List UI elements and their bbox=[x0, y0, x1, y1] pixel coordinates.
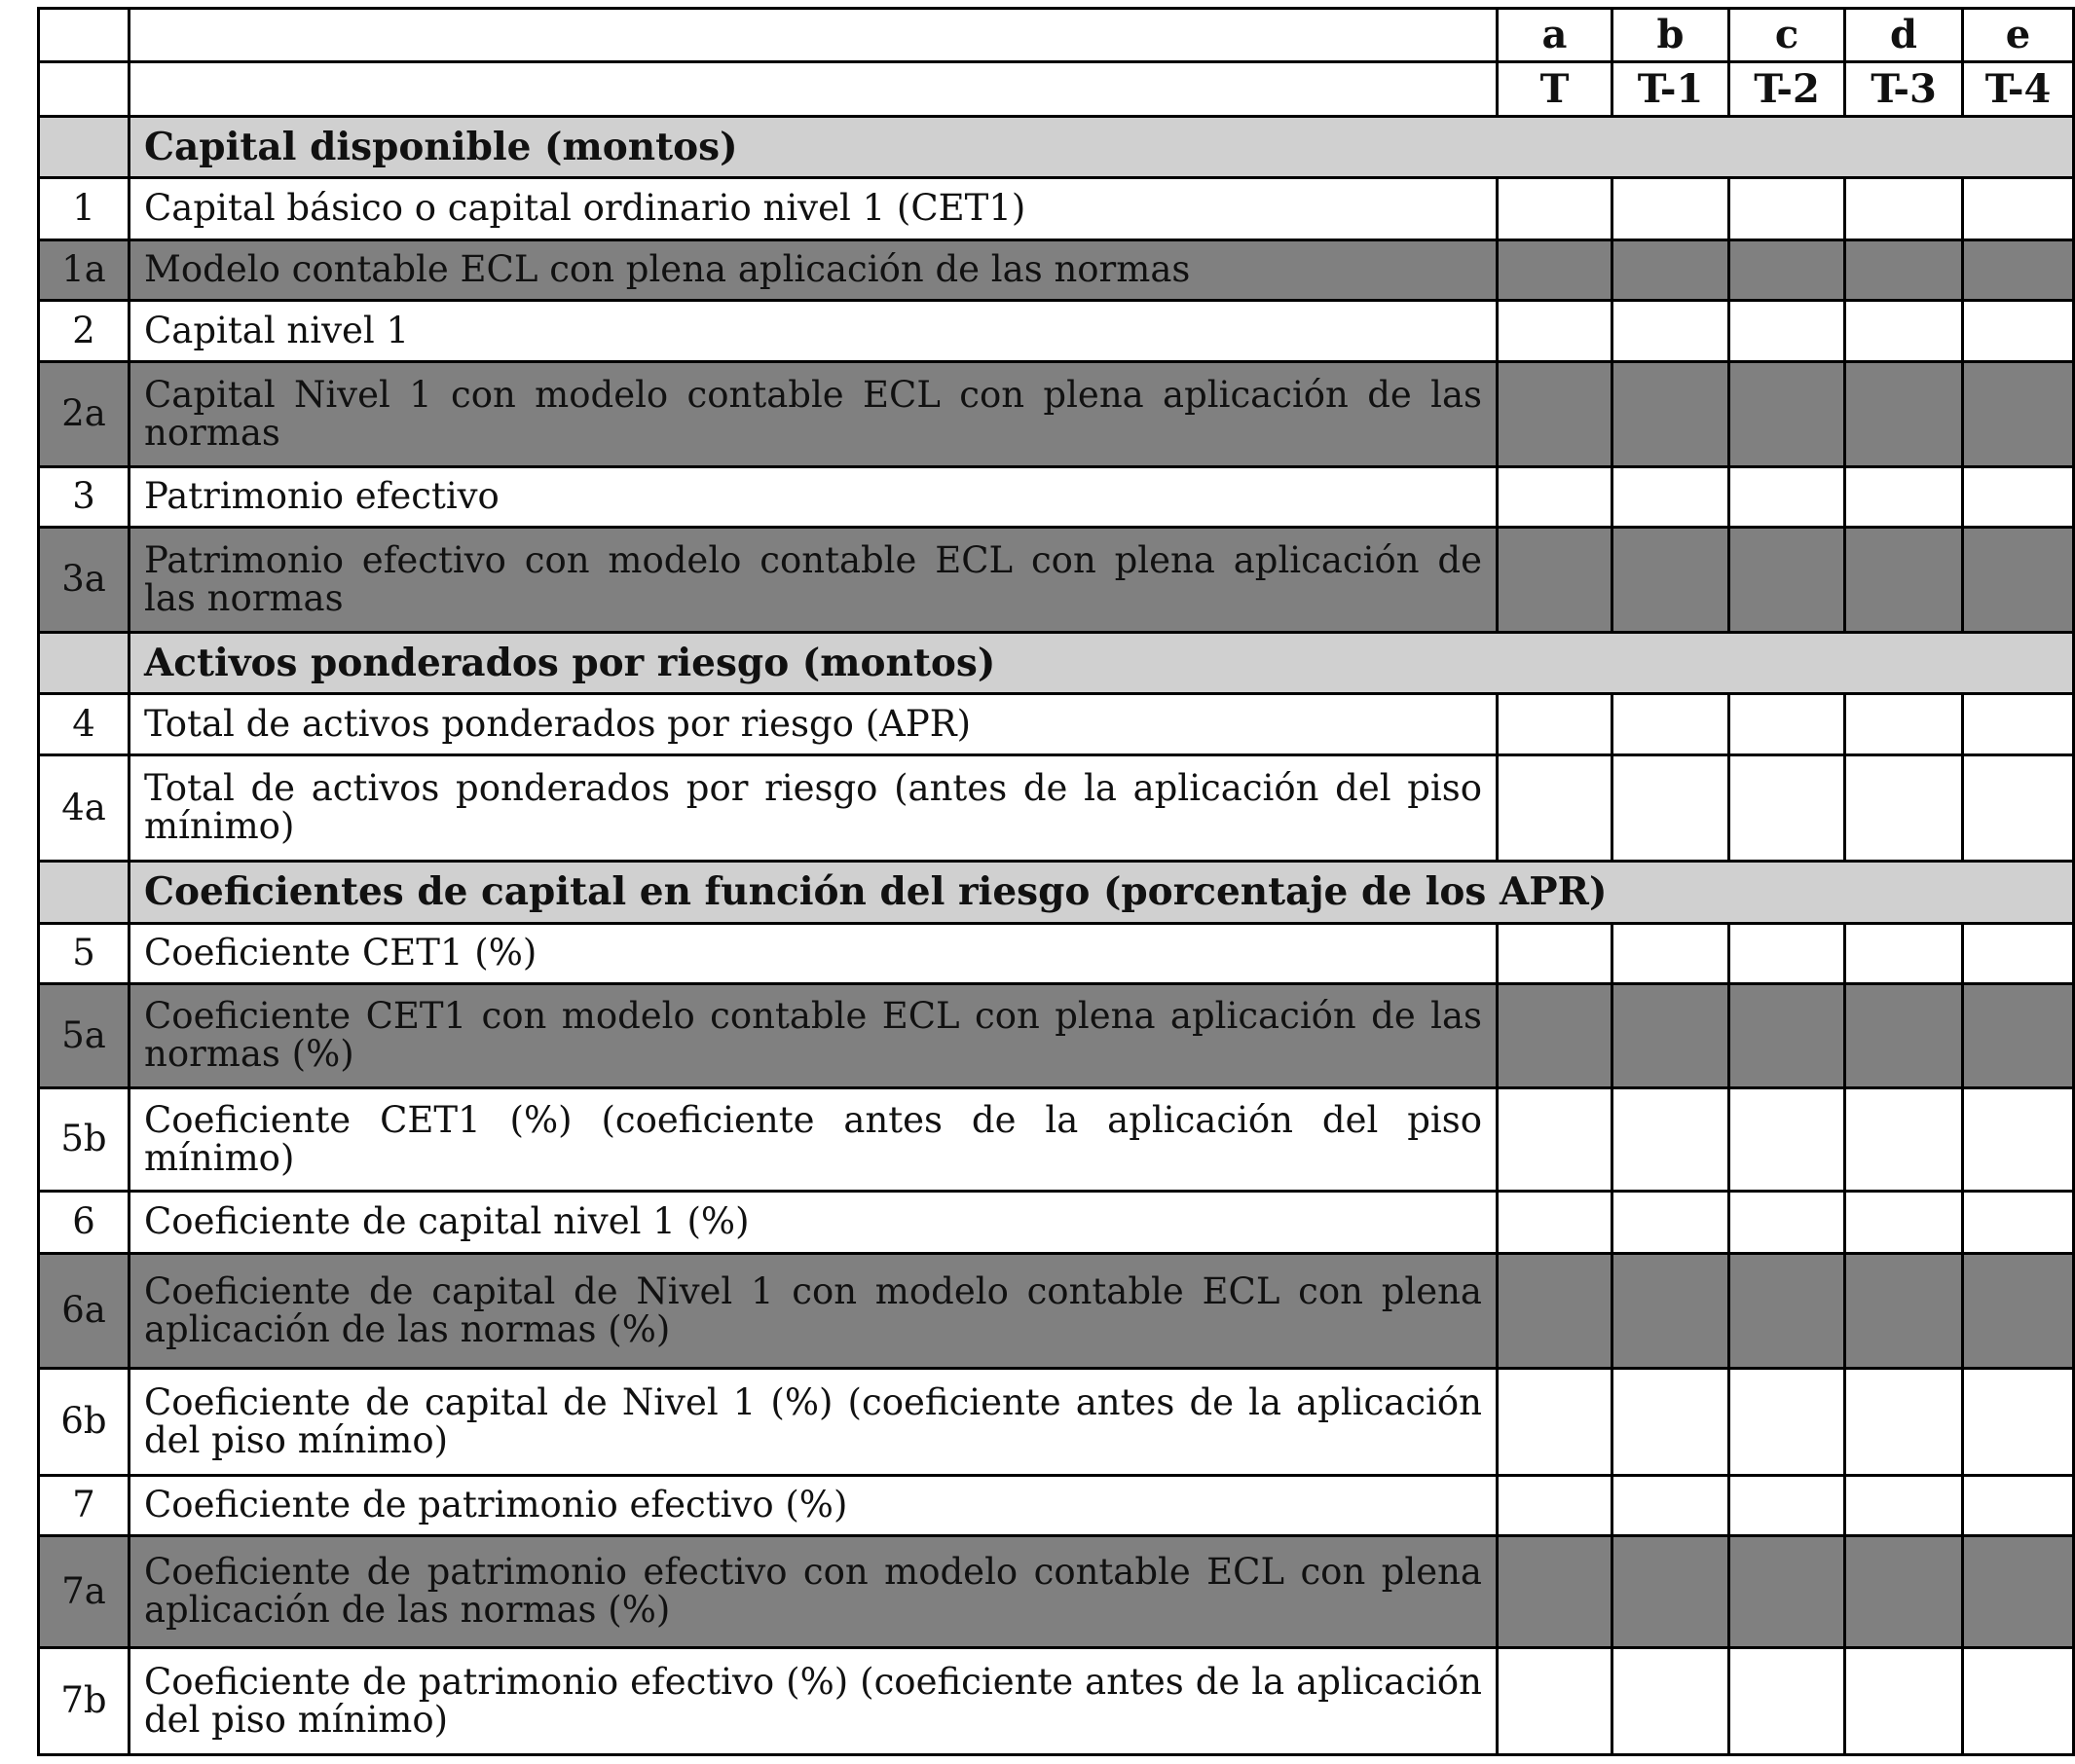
value-cell-d[interactable] bbox=[1845, 467, 1963, 528]
row-label: Total de activos ponderados por riesgo (APR) bbox=[130, 694, 1498, 755]
value-cell-d bbox=[1845, 984, 1963, 1088]
value-cell-e[interactable] bbox=[1963, 924, 2074, 984]
value-cell-e[interactable] bbox=[1963, 467, 2074, 528]
column-header-letters: b bbox=[1612, 9, 1729, 62]
value-cell-c[interactable] bbox=[1729, 178, 1845, 240]
table-row bbox=[39, 1088, 2074, 1192]
value-cell-b[interactable] bbox=[1612, 924, 1729, 984]
column-header-periods: T-2 bbox=[1729, 62, 1845, 117]
value-cell-c[interactable] bbox=[1729, 1369, 1845, 1476]
value-cell-c[interactable] bbox=[1729, 924, 1845, 984]
value-cell-d[interactable] bbox=[1845, 301, 1963, 362]
value-cell-d[interactable] bbox=[1845, 755, 1963, 862]
row-number: 1a bbox=[39, 240, 130, 301]
value-cell-c[interactable] bbox=[1729, 694, 1845, 755]
value-cell-b[interactable] bbox=[1612, 1369, 1729, 1476]
value-cell-b bbox=[1612, 362, 1729, 467]
value-cell-c[interactable] bbox=[1729, 301, 1845, 362]
value-cell-d bbox=[1845, 1254, 1963, 1369]
row-number: 7b bbox=[39, 1648, 130, 1755]
value-cell-b[interactable] bbox=[1612, 694, 1729, 755]
header-row-letters bbox=[39, 9, 2074, 62]
table-row bbox=[39, 1648, 2074, 1755]
value-cell-b bbox=[1612, 984, 1729, 1088]
row-number: 4 bbox=[39, 694, 130, 755]
value-cell-d[interactable] bbox=[1845, 1476, 1963, 1536]
header-empty-num bbox=[39, 62, 130, 117]
column-header-periods: T bbox=[1498, 62, 1612, 117]
table-body bbox=[39, 9, 2074, 1755]
table-row bbox=[39, 467, 2074, 528]
value-cell-e[interactable] bbox=[1963, 1088, 2074, 1192]
section-title: Activos ponderados por riesgo (montos) bbox=[130, 633, 2074, 694]
row-number: 7a bbox=[39, 1536, 130, 1648]
value-cell-e bbox=[1963, 240, 2074, 301]
row-label: Coeficiente CET1 (%) bbox=[130, 924, 1498, 984]
value-cell-b[interactable] bbox=[1612, 1192, 1729, 1254]
value-cell-a[interactable] bbox=[1498, 467, 1612, 528]
table-row bbox=[39, 178, 2074, 240]
table-row bbox=[39, 1192, 2074, 1254]
value-cell-e[interactable] bbox=[1963, 1648, 2074, 1755]
value-cell-b bbox=[1612, 1536, 1729, 1648]
capital-ratios-table bbox=[37, 7, 2075, 1756]
row-label: Coeficiente de patrimonio efectivo (%) (coeficiente antes de la aplicación del piso mínimo) bbox=[130, 1648, 1498, 1755]
table-row bbox=[39, 528, 2074, 633]
value-cell-d[interactable] bbox=[1845, 1088, 1963, 1192]
row-label: Capital nivel 1 bbox=[130, 301, 1498, 362]
value-cell-d[interactable] bbox=[1845, 1192, 1963, 1254]
section-header-row bbox=[39, 117, 2074, 178]
header-empty-label bbox=[130, 62, 1498, 117]
value-cell-c[interactable] bbox=[1729, 1648, 1845, 1755]
value-cell-d bbox=[1845, 1536, 1963, 1648]
value-cell-a[interactable] bbox=[1498, 924, 1612, 984]
column-header-letters: a bbox=[1498, 9, 1612, 62]
row-number bbox=[39, 862, 130, 924]
value-cell-e[interactable] bbox=[1963, 178, 2074, 240]
value-cell-c[interactable] bbox=[1729, 1192, 1845, 1254]
column-header-letters: c bbox=[1729, 9, 1845, 62]
row-number: 3a bbox=[39, 528, 130, 633]
value-cell-a[interactable] bbox=[1498, 1192, 1612, 1254]
column-header-letters: d bbox=[1845, 9, 1963, 62]
value-cell-c[interactable] bbox=[1729, 1088, 1845, 1192]
section-header-row bbox=[39, 633, 2074, 694]
value-cell-a[interactable] bbox=[1498, 694, 1612, 755]
row-number: 5a bbox=[39, 984, 130, 1088]
value-cell-b[interactable] bbox=[1612, 1088, 1729, 1192]
value-cell-b[interactable] bbox=[1612, 1648, 1729, 1755]
value-cell-e[interactable] bbox=[1963, 1369, 2074, 1476]
value-cell-d bbox=[1845, 528, 1963, 633]
row-label: Patrimonio efectivo bbox=[130, 467, 1498, 528]
value-cell-a bbox=[1498, 528, 1612, 633]
value-cell-e bbox=[1963, 1254, 2074, 1369]
value-cell-d[interactable] bbox=[1845, 1648, 1963, 1755]
value-cell-c bbox=[1729, 528, 1845, 633]
table-row bbox=[39, 301, 2074, 362]
table-row bbox=[39, 1369, 2074, 1476]
table-row bbox=[39, 1476, 2074, 1536]
row-label: Total de activos ponderados por riesgo (antes de la aplicación del piso mínimo) bbox=[130, 755, 1498, 862]
table-row bbox=[39, 240, 2074, 301]
value-cell-d bbox=[1845, 240, 1963, 301]
table-row bbox=[39, 1536, 2074, 1648]
row-number bbox=[39, 633, 130, 694]
row-number: 4a bbox=[39, 755, 130, 862]
row-label: Coeficiente CET1 con modelo contable ECL con plena aplicación de las normas (%) bbox=[130, 984, 1498, 1088]
value-cell-d[interactable] bbox=[1845, 1369, 1963, 1476]
value-cell-c[interactable] bbox=[1729, 1476, 1845, 1536]
value-cell-d[interactable] bbox=[1845, 924, 1963, 984]
section-header-row bbox=[39, 862, 2074, 924]
column-header-periods: T-4 bbox=[1963, 62, 2074, 117]
value-cell-e[interactable] bbox=[1963, 301, 2074, 362]
value-cell-a[interactable] bbox=[1498, 755, 1612, 862]
value-cell-b[interactable] bbox=[1612, 1476, 1729, 1536]
row-label: Coeficiente de patrimonio efectivo con modelo contable ECL con plena aplicación de las normas (%) bbox=[130, 1536, 1498, 1648]
column-header-periods: T-1 bbox=[1612, 62, 1729, 117]
value-cell-a bbox=[1498, 1536, 1612, 1648]
row-label: Coeficiente de patrimonio efectivo (%) bbox=[130, 1476, 1498, 1536]
row-label: Modelo contable ECL con plena aplicación de las normas bbox=[130, 240, 1498, 301]
table-row bbox=[39, 1254, 2074, 1369]
row-number: 6b bbox=[39, 1369, 130, 1476]
value-cell-d bbox=[1845, 362, 1963, 467]
row-label: Coeficiente de capital nivel 1 (%) bbox=[130, 1192, 1498, 1254]
row-label: Coeficiente CET1 (%) (coeficiente antes de la aplicación del piso mínimo) bbox=[130, 1088, 1498, 1192]
value-cell-d[interactable] bbox=[1845, 694, 1963, 755]
value-cell-a bbox=[1498, 240, 1612, 301]
value-cell-e[interactable] bbox=[1963, 755, 2074, 862]
value-cell-c[interactable] bbox=[1729, 467, 1845, 528]
section-title: Capital disponible (montos) bbox=[130, 117, 2074, 178]
value-cell-e bbox=[1963, 1536, 2074, 1648]
value-cell-a[interactable] bbox=[1498, 1476, 1612, 1536]
value-cell-e bbox=[1963, 362, 2074, 467]
table-row bbox=[39, 984, 2074, 1088]
value-cell-a bbox=[1498, 1254, 1612, 1369]
value-cell-c bbox=[1729, 362, 1845, 467]
value-cell-e bbox=[1963, 528, 2074, 633]
header-empty-num bbox=[39, 9, 130, 62]
value-cell-e[interactable] bbox=[1963, 694, 2074, 755]
table-row bbox=[39, 924, 2074, 984]
value-cell-e bbox=[1963, 984, 2074, 1088]
header-empty-label bbox=[130, 9, 1498, 62]
header-row-periods bbox=[39, 62, 2074, 117]
value-cell-a bbox=[1498, 984, 1612, 1088]
value-cell-c bbox=[1729, 1254, 1845, 1369]
value-cell-b[interactable] bbox=[1612, 755, 1729, 862]
value-cell-a bbox=[1498, 362, 1612, 467]
column-header-periods: T-3 bbox=[1845, 62, 1963, 117]
value-cell-c bbox=[1729, 984, 1845, 1088]
value-cell-a[interactable] bbox=[1498, 178, 1612, 240]
table-row bbox=[39, 694, 2074, 755]
value-cell-a[interactable] bbox=[1498, 1088, 1612, 1192]
value-cell-a[interactable] bbox=[1498, 1369, 1612, 1476]
value-cell-c bbox=[1729, 1536, 1845, 1648]
row-label: Patrimonio efectivo con modelo contable ECL con plena aplicación de las normas bbox=[130, 528, 1498, 633]
value-cell-e[interactable] bbox=[1963, 1476, 2074, 1536]
value-cell-e[interactable] bbox=[1963, 1192, 2074, 1254]
column-header-letters: e bbox=[1963, 9, 2074, 62]
row-number: 5b bbox=[39, 1088, 130, 1192]
value-cell-b[interactable] bbox=[1612, 178, 1729, 240]
row-label: Capital básico o capital ordinario nivel 1 (CET1) bbox=[130, 178, 1498, 240]
row-label: Capital Nivel 1 con modelo contable ECL con plena aplicación de las normas bbox=[130, 362, 1498, 467]
value-cell-a[interactable] bbox=[1498, 1648, 1612, 1755]
row-number: 7 bbox=[39, 1476, 130, 1536]
value-cell-c bbox=[1729, 240, 1845, 301]
row-number: 2a bbox=[39, 362, 130, 467]
value-cell-b bbox=[1612, 1254, 1729, 1369]
row-number: 5 bbox=[39, 924, 130, 984]
row-number: 6 bbox=[39, 1192, 130, 1254]
row-number: 6a bbox=[39, 1254, 130, 1369]
row-number: 1 bbox=[39, 178, 130, 240]
row-label: Coeficiente de capital de Nivel 1 con modelo contable ECL con plena aplicación de las normas (%) bbox=[130, 1254, 1498, 1369]
value-cell-b[interactable] bbox=[1612, 301, 1729, 362]
row-number: 3 bbox=[39, 467, 130, 528]
value-cell-a[interactable] bbox=[1498, 301, 1612, 362]
table-row bbox=[39, 362, 2074, 467]
section-title: Coeficientes de capital en función del riesgo (porcentaje de los APR) bbox=[130, 862, 2074, 924]
value-cell-b[interactable] bbox=[1612, 467, 1729, 528]
row-number: 2 bbox=[39, 301, 130, 362]
value-cell-b bbox=[1612, 240, 1729, 301]
row-number bbox=[39, 117, 130, 178]
row-label: Coeficiente de capital de Nivel 1 (%) (coeficiente antes de la aplicación del piso mínimo) bbox=[130, 1369, 1498, 1476]
value-cell-c[interactable] bbox=[1729, 755, 1845, 862]
value-cell-b bbox=[1612, 528, 1729, 633]
table-row bbox=[39, 755, 2074, 862]
value-cell-d[interactable] bbox=[1845, 178, 1963, 240]
